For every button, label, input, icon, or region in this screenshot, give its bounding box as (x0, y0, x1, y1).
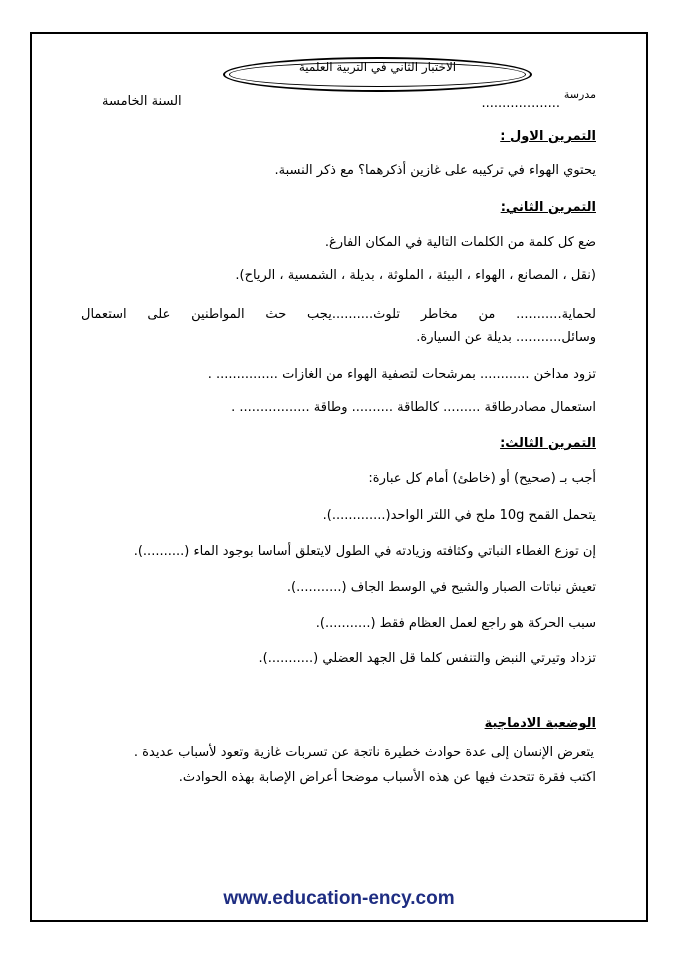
integration-text-line1: يتعرض الإنسان إلى عدة حوادث خطيرة ناتجة عن تسربات غازية وتعود لأسباب عديدة . (133, 745, 594, 760)
exercise2-sentence1-line2: وسائل........... بديلة عن السيارة. (416, 330, 596, 345)
statement-item: تعيش نباتات الصبار والشيح في الوسط الجاف (...........). (286, 580, 596, 595)
statement-item: تزداد وتيرتي النبض والتنفس كلما قل الجهد العضلي (...........). (258, 651, 596, 666)
statement-item: سبب الحركة هو راجع لعمل العظام فقط (...........). (315, 616, 596, 631)
exercise2-instruction: ضع كل كلمة من الكلمات التالية في المكان الفارغ. (324, 235, 596, 250)
school-label: مدرسة (563, 88, 596, 101)
integration-text-line2: اكتب فقرة تتحدث فيها عن هذه الأسباب موضحا أعراض الإصابة بهذه الحوادث. (178, 770, 596, 785)
school-name-blank: ................... (481, 96, 560, 111)
exercise1-heading: التمرين الاول : (500, 129, 596, 144)
exercise2-sentence2: تزود مداخن ............ بمرشحات لتصفية الهواء من الغازات ............... . (207, 367, 596, 382)
exercise3-heading: التمرين الثالث: (500, 436, 596, 451)
exercise1-question: يحتوي الهواء في تركيبه على غازين أذكرهما؟ مع ذكر النسبة. (274, 163, 596, 178)
website-footer: www.education-ency.com (223, 888, 455, 909)
integration-heading: الوضعية الادماجية (484, 716, 596, 731)
exercise2-sentence1-line1: لحماية........... من مخاطر تلوث..........يجب حث المواطنين على استعمال (81, 307, 596, 322)
exam-title: الاختبار الثاني في التربية العلمية (298, 60, 457, 74)
exercise2-sentence1 (81, 303, 596, 349)
statement-item: يتحمل القمح 10g ملح في اللتر الواحد(.............). (322, 508, 596, 523)
exercise3-instruction: أجب بـ (صحيح) أو (خاطئ) أمام كل عبارة: (368, 471, 596, 486)
exercise2-word-list: (نقل ، المصانع ، الهواء ، البيئة ، الملوثة ، بديلة ، الشمسية ، الرياح). (235, 268, 596, 283)
exercise2-heading: التمرين الثاني: (500, 200, 596, 215)
exercise2-sentence3: استعمال مصادرطاقة ......... كالطاقة .......... وطاقة ................. . (231, 400, 596, 415)
grade-label: السنة الخامسة (102, 94, 182, 109)
statement-item: إن توزع الغطاء النباتي وكثافته وزيادته في الطول لايتعلق أساسا بوجود الماء (..........). (133, 544, 596, 559)
